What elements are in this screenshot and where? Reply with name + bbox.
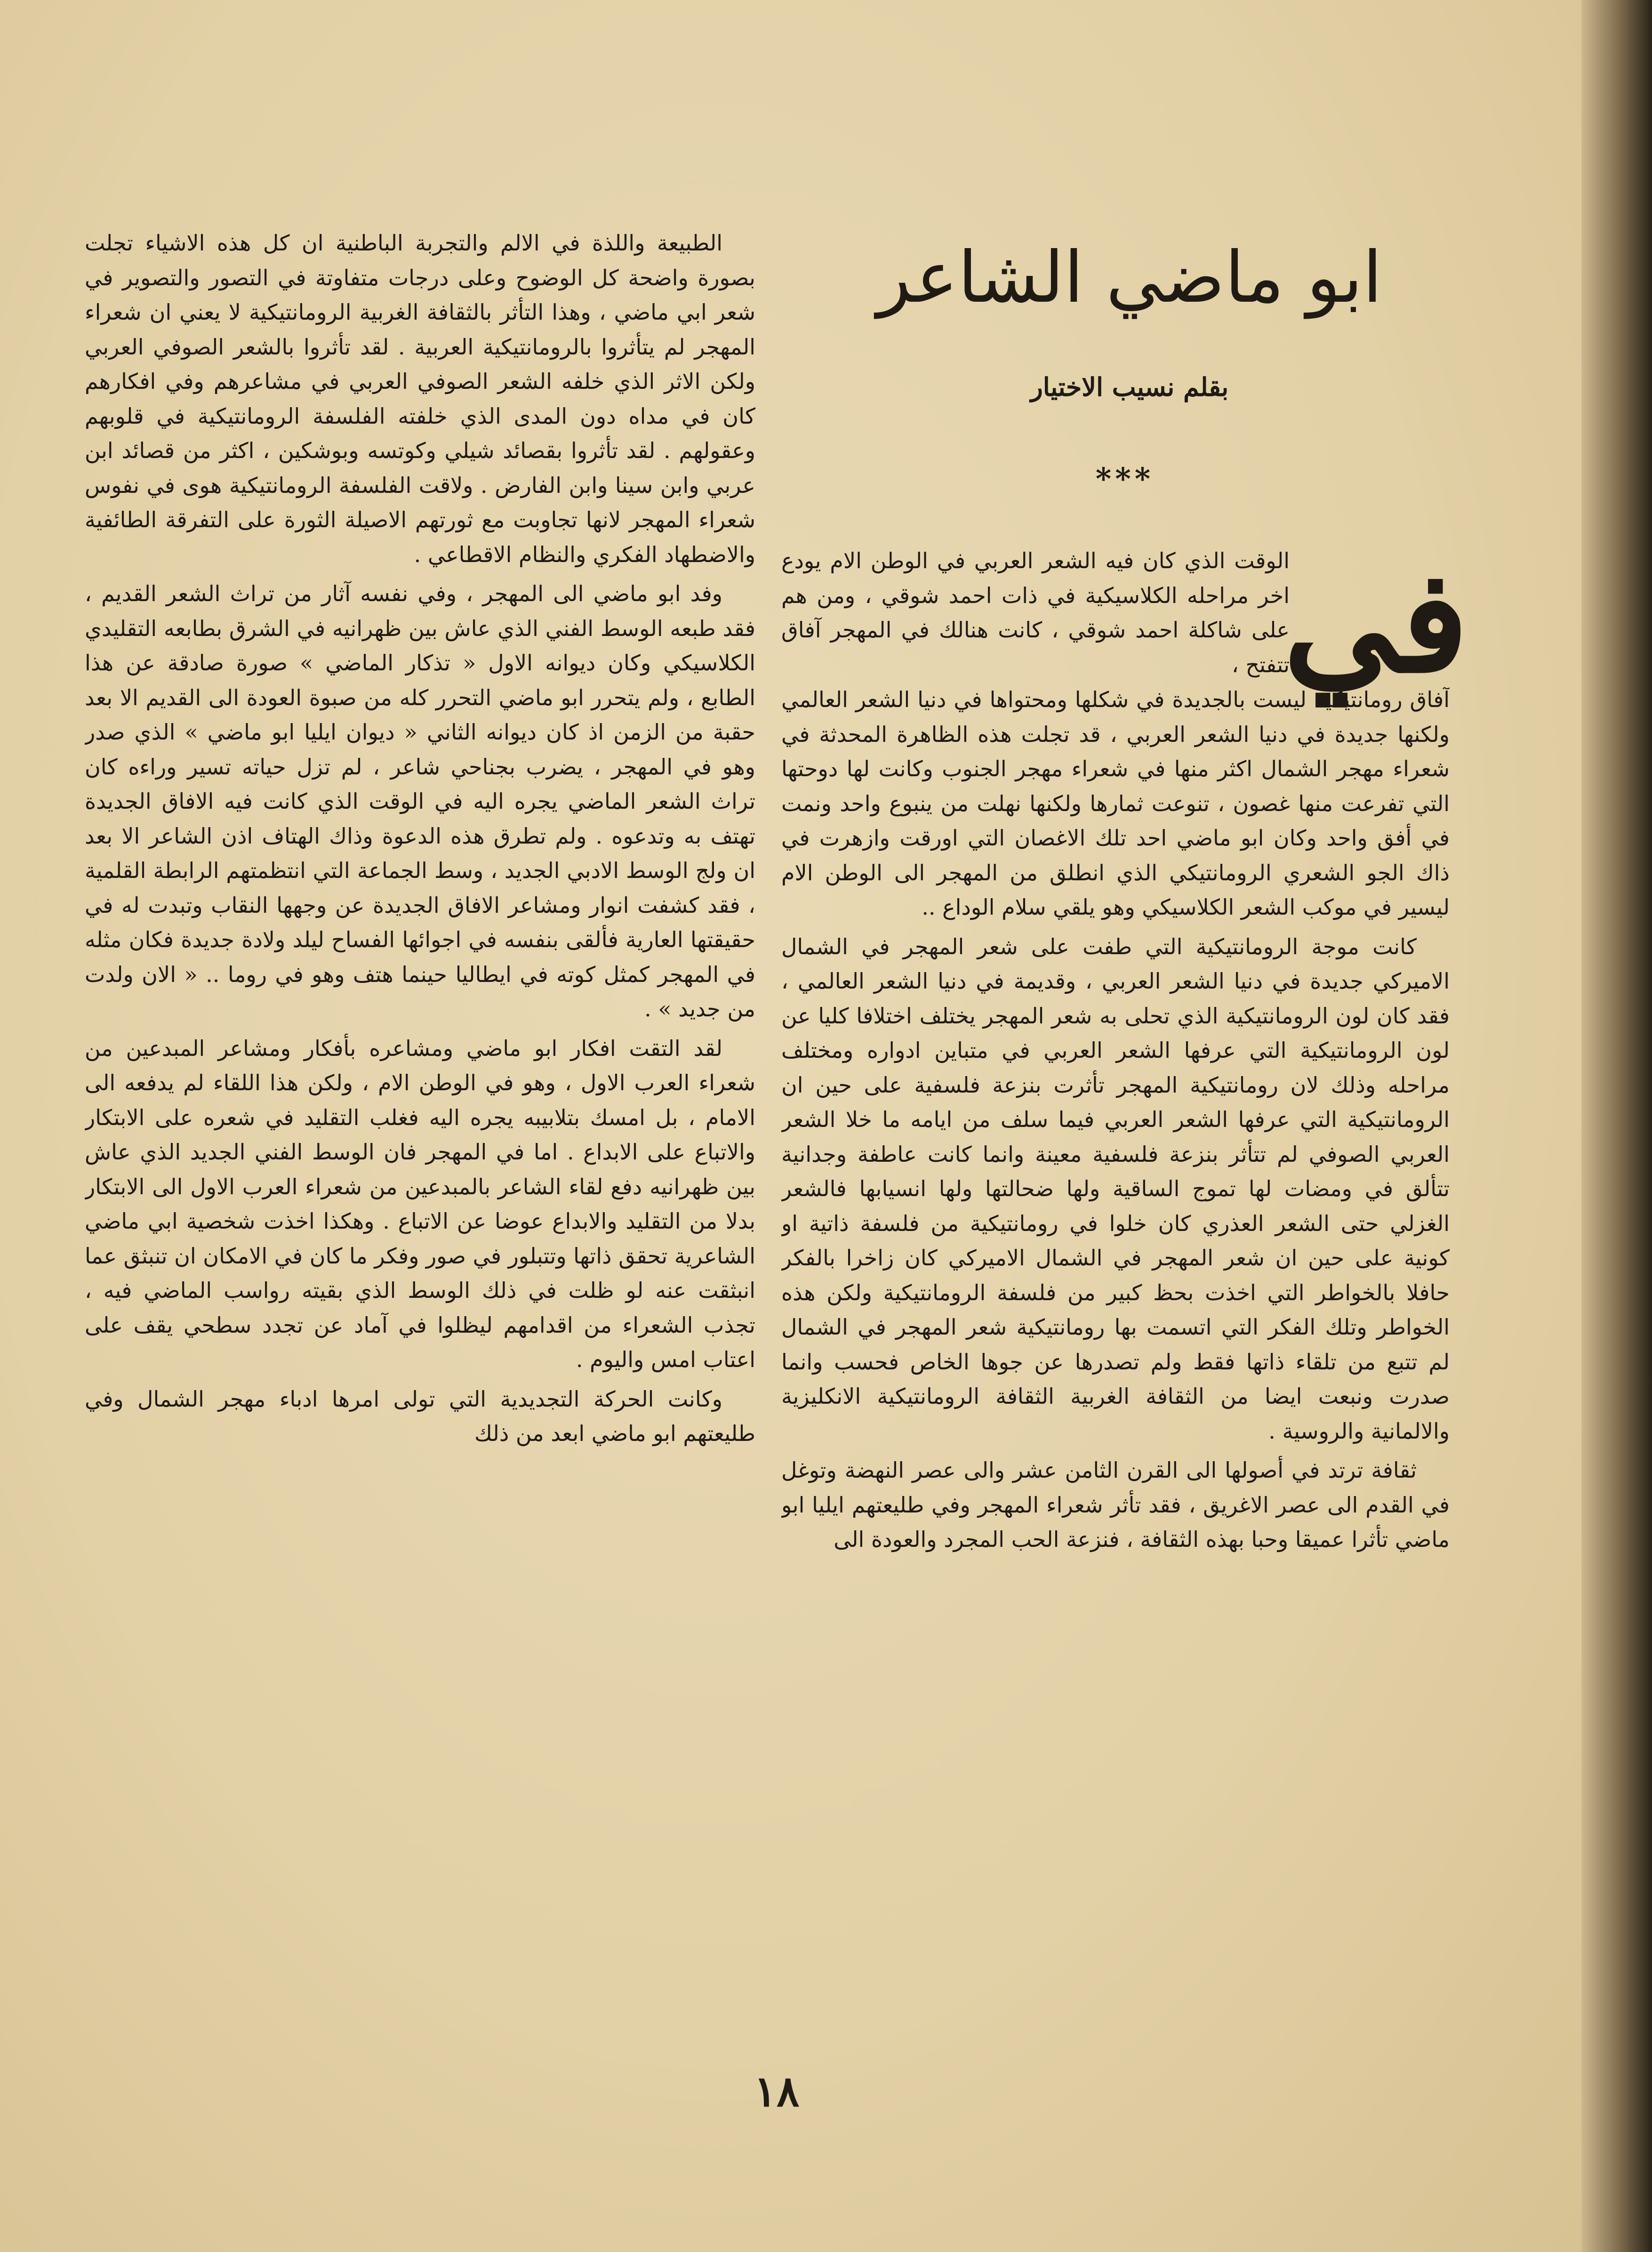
right-column [781,683,1450,2024]
paragraph: وفد ابو ماضي الى المهجر ، وفي نفسه آثار من تراث الشعر القديم ، فقد طبعه الوسط الفني الذي عاش بين ظهرانيه في الشرق بطابعه التقليدي الكلاسيكي وكان ديوانه الاول « تذكار الماضي » صورة صادقة عن هذا الطابع ، ولم يتحرر ابو ماضي التحرر كله من صبوة العودة الى القديم الا بعد حقبة من الزمن اذ كان ديوانه الثاني « ديوان ايليا ابو ماضي » الذي صدر وهو في المهجر ، يضرب بجناحي شاعر ، لم تزل حياته تسير وراءه كان تراث الشعر الماضي يجره اليه في الوقت الذي كانت فيه الافاق الجديدة تهتف به وتدعوه . ولم تطرق هذه الدعوة وذاك الهتاف اذن الشاعر الا بعد ان ولج الوسط الادبي الجديد ، وسط الجماعة التي انتظمتهم الرابطة القلمية ، فقد كشفت انوار ومشاعر الافاق الجديدة عن وجهها النقاب وتبدت له في حقيقتها العارية فألقى بنفسه في اجوائها الفساح ليلد ولادة جديدة فكان مثله في المهجر كمثل كوته في ايطاليا حينما هتف وهو في روما .. « الان ولدت من جديد » . [85,581,755,1021]
paragraph: وكانت الحركة التجديدية التي تولى امرها ادباء مهجر الشمال وفي طليعتهم ابو ماضي ابعد من ذلك [85,1386,755,1446]
separator-stars: *** [1095,461,1155,497]
paragraph: كانت موجة الرومانتيكية التي طفت على شعر المهجر في الشمال الاميركي جديدة في دنيا الشعر العربي ، وقديمة في دنيا الشعر العالمي ، فقد كان لون الرومانتيكية الذي تحلى به شعر المهجر يختلف اختلافا كليا عن لون الرومانتيكية التي عرفها الشعر العربي في متباين ادواره ومختلف مراحله وذلك لان رومانتيكية المهجر تأثرت بنزعة فلسفية على حين ان الرومانتيكية التي عرفها الشعر العربي فيما سلف من ايامه ما خلا الشعر العربي الصوفي لم تتأثر بنزعة فلسفية معينة وانما كانت عاطفة وجدانية تتألق في ومضات لها تموج الساقية ولها ضحالتها ولها انسيابها فالشعر الغزلي حتى الشعر العذري كان خلوا في رومانتيكية من فلسفة ذاتية او كونية على حين ان شعر المهجر في الشمال الاميركي كان زاخرا بالفكر حافلا بالخواطر التي اخذت بحظ كبير من فلسفة الرومانتيكية ولكن هذه الخواطر وتلك الفكر التي اتسمت بها رومانتيكية شعر المهجر في الشمال لم تتبع من تلقاء ذاتها فقط ولم تصدرها عن جوها الخاص فحسب وانما صدرت ونبعت ايضا من الثقافة الغربية الثقافة الرومانتيكية الانكليزية والالمانية والروسية . [781,933,1450,1444]
intro-text: الوقت الذي كان فيه الشعر العربي في الوطن الام يودع اخر مراحله الكلاسيكية في ذات احمد شوقي ، ومن هم على شاكلة احمد شوقي ، كانت هنالك في المهجر آفاق تتفتح ، [781,548,1290,677]
paragraph: لقد التقت افكار ابو ماضي ومشاعره بأفكار ومشاعر المبدعين من شعراء العرب الاول ، وهو في الوطن الام ، ولكن هذا اللقاء لم يدفعه الى الامام ، بل امسك بتلابيبه يجره اليه فغلب التقليد في شعره على الابتكار والاتباع على الابداع . اما في المهجر فان الوسط الفني الجديد الذي عاش بين ظهرانيه دفع لقاء الشاعر بالمبدعين من شعراء العرب الاول الى الابتكار بدلا من التقليد والابداع عوضا عن الاتباع . وهكذا اخذت شخصية ابي ماضي الشاعرية تحقق ذاتها وتتبلور في صور وفكر ما كان في الامكان ان تنبثق عما انبثقت عنه لو ظلت في ذلك الوسط الذي بقيته رواسب الماضي فيه ، تجذب الشعراء من اقدامهم ليظلوا في آماد عن تجدد سطحي يقف على اعتاب امس واليوم . [85,1035,755,1372]
binding-edge [1581,0,1652,2252]
article-byline: بقلم نسيب الاختيار [1030,372,1229,402]
paragraph: الطبيعة واللذة في الالم والتجربة الباطنية ان كل هذه الاشياء تجلت بصورة واضحة كل الوضوح وعلى درجات متفاوتة في التصور والتصوير في شعر ابي ماضي ، وهذا التأثر بالثقافة الغربية الرومانتيكية لا يعني ان شعراء المهجر لم يتأثروا بالرومانتيكية العربية . لقد تأثروا بالشعر الصوفي العربي ولكن الاثر الذي خلفه الشعر الصوفي العربي في مشاعرهم وفي افكارهم كان في مداه دون المدى الذي خلفته الفلسفة الرومانتيكية في قلوبهم وعقولهم . لقد تأثروا بقصائد شيلي وكوتسه وبوشكين ، اكثر من قصائد ابن عربي وابن سينا وابن الفارض . ولاقت الفلسفة الرومانتيكية هوى في نفوس شعراء المهجر لانها تجاوبت مع ثورتهم الاصيلة الثورة على التفرقة الطائفية والاضطهاد الفكري والنظام الاقطاعي . [85,230,755,567]
article-title: ابو ماضي الشاعر [877,237,1382,319]
paragraph: آفاق رومانتيكية ليست بالجديدة في شكلها ومحتواها في دنيا الشعر العالمي ولكنها جديدة في دنيا الشعر العربي ، قد تجلت هذه الظاهرة المحدثة في شعراء مهجر الشمال اكثر منها في شعراء مهجر الجنوب وكانت لها دوحتها التي تفرعت منها غصون ، تنوعت ثمارها ولكنها نهلت من ينبوع واحد ونمت في أفق واحد وكان ابو ماضي احد تلك الاغصان التي اورقت وازهرت في ذاك الجو الشعري الرومانتيكي الذي انطلق من المهجر الى الوطن الام ليسير في موكب الشعر الكلاسيكي وهو يلقي سلام الوداع .. [781,687,1450,920]
drop-cap: في [1283,538,1468,704]
paragraph: ثقافة ترتد في أصولها الى القرن الثامن عشر والى عصر النهضة وتوغل في القدم الى عصر الاغريق ، فقد تأثر شعراء المهجر وفي طليعتهم ايليا ابو ماضي تأثرا عميقا وحبا بهذه الثقافة ، فنزعة الحب المجرد والعودة الى [781,1457,1450,1552]
left-column [85,226,755,2010]
page-number: ١٨ [754,2067,800,2116]
